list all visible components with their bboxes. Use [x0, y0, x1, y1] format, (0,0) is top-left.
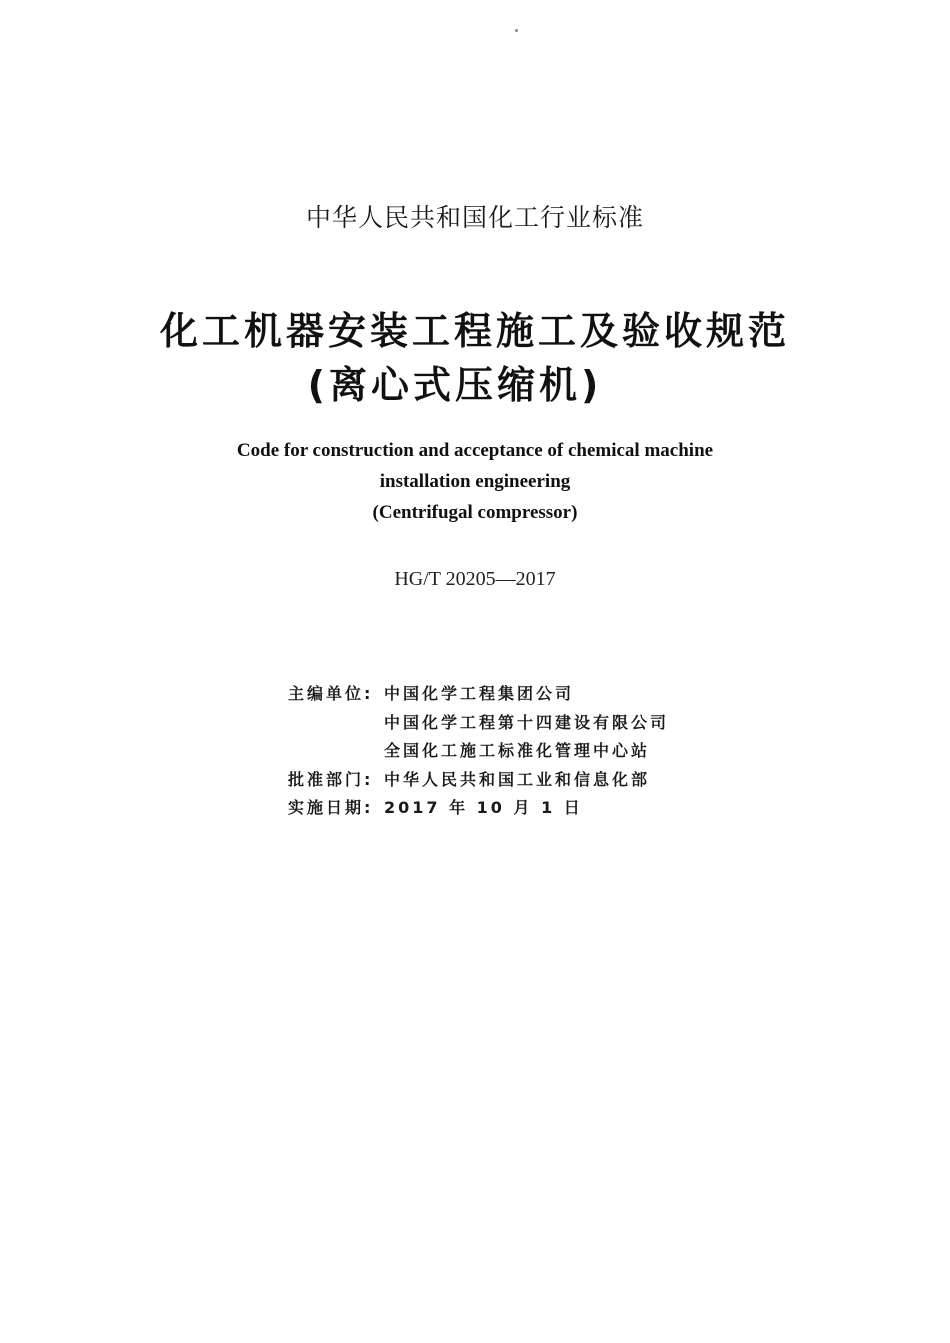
- editor-row: [288, 737, 669, 766]
- editor-organization: 中国化学工程集团公司: [384, 684, 575, 703]
- editor-label: 主编单位:: [288, 684, 374, 703]
- editor-row: [288, 680, 669, 709]
- editor-row: [288, 709, 669, 738]
- chinese-title-line-2: (离心式压缩机): [307, 363, 603, 407]
- editor-organization: 中国化学工程第十四建设有限公司: [384, 712, 670, 732]
- effective-date-label: 实施日期:: [288, 798, 374, 817]
- scan-speck: [515, 29, 518, 32]
- approver-organization: 中华人民共和国工业和信息化部: [384, 769, 651, 789]
- approver-label: 批准部门:: [288, 769, 374, 789]
- english-title-line-2: installation engineering: [379, 471, 571, 492]
- effective-date: 2017 年 10 月 1 日: [384, 798, 583, 817]
- approver-row: [288, 766, 669, 795]
- standard-number: HG/T 20205—2017: [394, 568, 556, 590]
- chinese-title-line-1: 化工机器安装工程施工及验收规范: [159, 309, 790, 353]
- english-title-line-1: Code for construction and acceptance of chemical machine: [236, 440, 714, 461]
- english-title-line-3: (Centrifugal compressor): [372, 502, 578, 523]
- publication-info: [288, 680, 669, 823]
- standard-series-title: 中华人民共和国化工行业标准: [305, 203, 644, 232]
- editor-organization: 全国化工施工标准化管理中心站: [384, 741, 651, 760]
- effective-date-row: [288, 794, 669, 823]
